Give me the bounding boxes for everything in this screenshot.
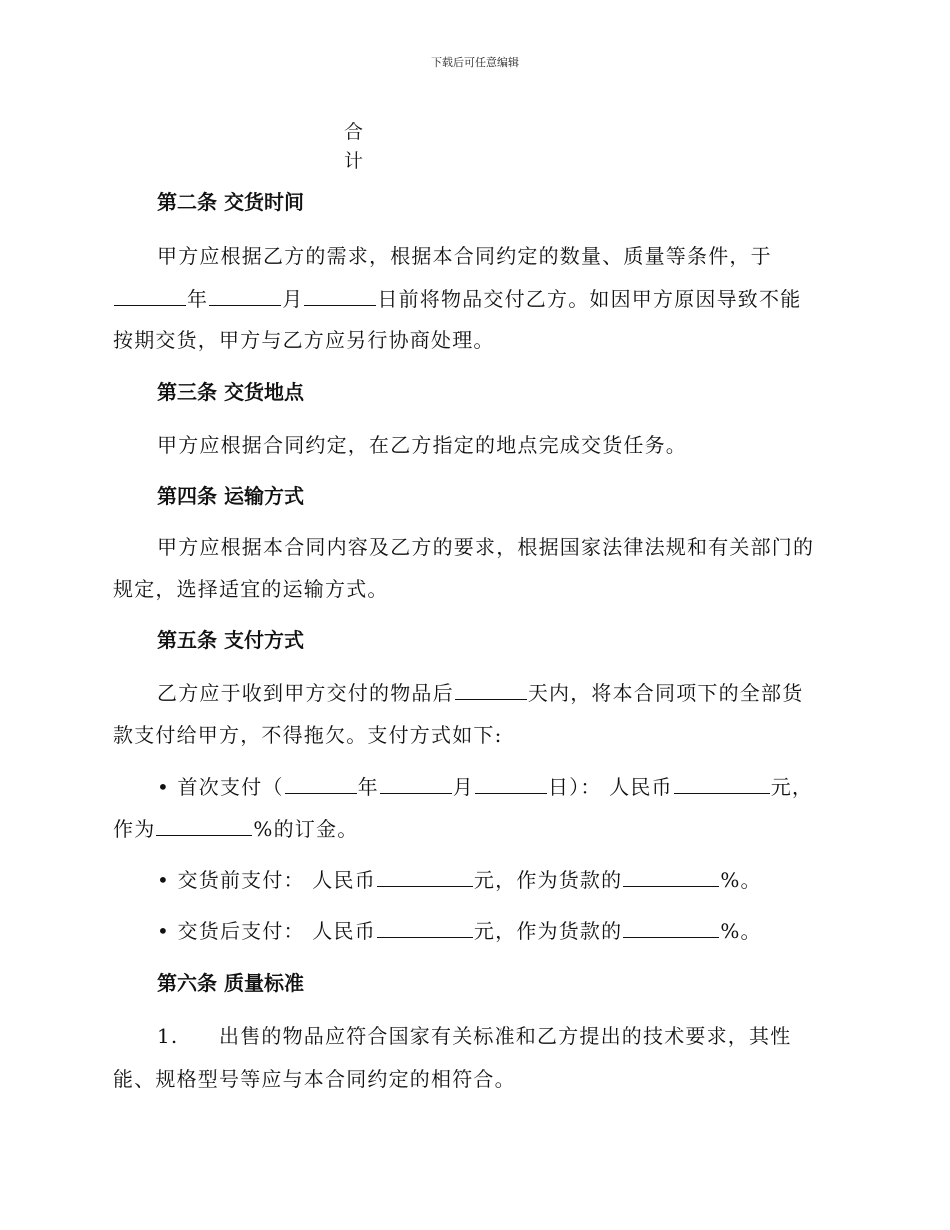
deposit-label-a: 作为 [113,817,156,841]
section-2-paragraph-rest: 日前将物品交付乙方。如因甲方原因导致不能 [377,287,802,311]
section-4-paragraph-line-1: 甲方应根据本合同内容及乙方的要求，根据国家法律法规和有关部门的 [157,535,815,559]
section-3-paragraph: 甲方应根据合同约定，在乙方指定的地点完成交货任务。 [157,433,687,457]
first-payment-line-2 [113,813,358,842]
first-payment-year-label: 年 [357,775,379,799]
total-char-2: 计 [344,150,364,172]
before-delivery-label: • 交货前支付： 人民币 [157,868,376,892]
total-char-1: 合 [344,121,364,143]
section-4-heading: 第四条 运输方式 [157,484,304,508]
section-6-heading: 第六条 质量标准 [157,971,304,995]
item-1-text: 出售的物品应符合国家有关标准和乙方提出的技术要求，其性 [219,1024,792,1048]
first-payment-day-blank[interactable] [475,773,547,794]
first-payment-yuan-label: 元， [770,775,814,799]
after-delivery-percent-label: %。 [720,919,762,943]
payment-days-text-a: 乙方应于收到甲方交付的物品后 [157,681,454,705]
after-delivery-percent-blank[interactable] [623,917,719,938]
month-blank[interactable] [209,285,281,306]
first-payment-year-blank[interactable] [285,773,357,794]
before-delivery-amount-blank[interactable] [377,866,473,887]
section-2-paragraph-line-2 [113,283,801,312]
first-payment-month-blank[interactable] [380,773,452,794]
after-delivery-payment-line [157,915,762,944]
first-payment-label: • 首次支付（ [157,775,284,799]
section-2-paragraph-line-1: 甲方应根据乙方的需求，根据本合同约定的数量、质量等条件，于 [157,244,772,268]
section-6-item-1-line-2: 能、规格型号等应与本合同约定的相符合。 [113,1067,516,1091]
first-payment-day-label: 日）： 人民币 [547,775,673,799]
before-delivery-percent-label: %。 [720,868,762,892]
deposit-percent-blank[interactable] [156,815,252,836]
section-5-heading: 第五条 支付方式 [157,628,304,652]
first-payment-amount-blank[interactable] [674,773,770,794]
before-delivery-text: 元，作为货款的 [473,868,623,892]
payment-days-blank[interactable] [455,679,527,700]
before-delivery-payment-line [157,864,762,893]
deposit-label-b: %的订金。 [253,817,359,841]
after-delivery-text: 元，作为货款的 [473,919,623,943]
day-blank[interactable] [304,285,376,306]
after-delivery-label: • 交货后支付： 人民币 [157,919,376,943]
section-2-heading: 第二条 交货时间 [157,190,304,214]
section-4-paragraph-line-2: 规定，选择适宜的运输方式。 [113,577,389,601]
payment-days-text-b: 天内，将本合同项下的全部货 [527,681,804,705]
section-3-heading: 第三条 交货地点 [157,380,304,404]
year-label: 年 [187,287,209,311]
section-5-paragraph-line-1 [157,677,803,706]
before-delivery-percent-blank[interactable] [623,866,719,887]
first-payment-line-1 [157,771,813,800]
after-delivery-amount-blank[interactable] [377,917,473,938]
first-payment-month-label: 月 [452,775,474,799]
month-label: 月 [282,287,304,311]
item-number: 1. [157,1024,179,1048]
section-5-paragraph-line-2: 款支付给甲方，不得拖欠。支付方式如下: [113,723,503,747]
total-label [344,118,368,176]
page-header: 下载后可任意编辑 [431,56,519,69]
year-blank[interactable] [114,285,186,306]
section-6-item-1-line-1 [157,1020,791,1049]
section-2-paragraph-line-3: 按期交货，甲方与乙方应另行协商处理。 [113,328,495,352]
